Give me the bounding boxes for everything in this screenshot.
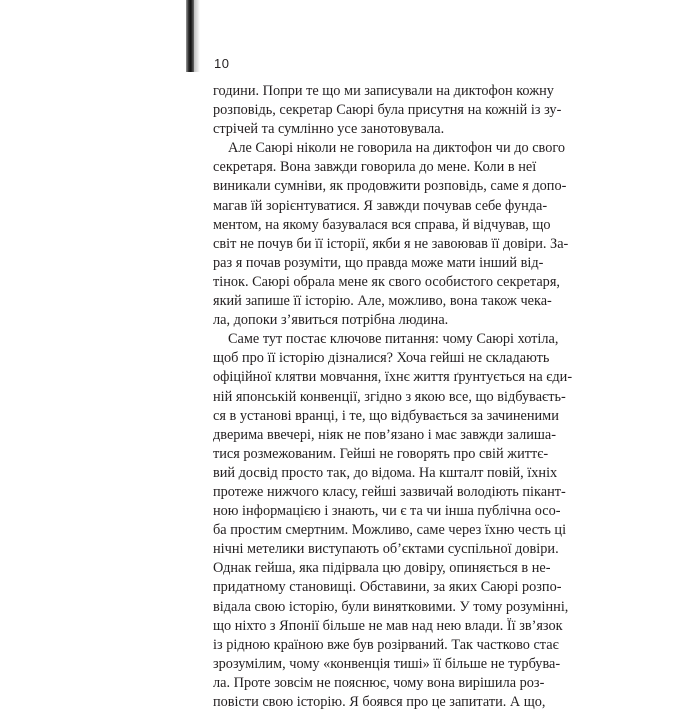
text-line: ла. Проте зовсім не пояснює, чому вона вирішила роз- xyxy=(213,674,545,691)
text-line: раз я почав розуміти, що правда може мати інший від- xyxy=(213,254,544,271)
text-line: виникали сумніви, як продовжити розповідь, саме я допо- xyxy=(213,178,567,195)
text-line: ла, допоки з’явиться потрібна людина. xyxy=(213,312,449,329)
text-line: який запише її історію. Але, можливо, вона також чека- xyxy=(213,293,552,310)
text-line: протеже нижчого класу, гейші зазвичай володіють пікант- xyxy=(213,483,566,500)
text-line: магав їй зорієнтуватися. Я завжди почував себе фунда- xyxy=(213,197,548,214)
body-text xyxy=(213,82,573,712)
text-line: ся в установі вранці, і те, що відбувається за зачиненими xyxy=(213,407,559,424)
text-line: придатному становищі. Обставини, за яких Саюрі розпо- xyxy=(213,579,562,596)
text-line: стрічей та сумлінно усе занотовувала. xyxy=(213,121,445,138)
page-number: 10 xyxy=(214,56,230,71)
text-line: зрозумілим, чому «конвенція тиші» її більше не турбува- xyxy=(213,655,561,672)
text-line: Але Саюрі ніколи не говорила на диктофон чи до свого xyxy=(228,140,565,157)
text-line: дверима ввечері, ніяк не пов’язано і має завжди залиша- xyxy=(213,426,556,443)
text-line: Однак гейша, яка підірвала цю довіру, опиняється в не- xyxy=(213,560,551,577)
text-line: тінок. Саюрі обрала мене як свого особистого секретаря, xyxy=(213,273,560,290)
text-line: світ не почув би її історії, якби я не завоював її довіри. За- xyxy=(213,235,569,252)
text-line: ній японській конвенції, згідно з якою все, що відбуваєть- xyxy=(213,388,566,405)
text-line: секретаря. Вона завжди говорила до мене. Коли в неї xyxy=(213,159,537,176)
text-line: щоб про її історію дізналися? Хоча гейші не складають xyxy=(213,350,550,367)
text-line: ментом, на якому базувалася вся справа, й відчував, що xyxy=(213,216,551,233)
text-line: офіційної клятви мовчання, їхнє життя ґрунтується на єди- xyxy=(213,369,573,386)
book-spine-shadow xyxy=(186,0,194,72)
text-line: Саме тут постає ключове питання: чому Саюрі хотіла, xyxy=(228,331,559,348)
text-line: години. Попри те що ми записували на диктофон кожну xyxy=(213,83,554,99)
text-line: ба простим смертним. Можливо, саме через їхню честь ці xyxy=(213,522,567,539)
text-line: розповідь, секретар Саюрі була присутня на кожній із зу- xyxy=(213,102,562,119)
text-line: відала свою історію, були винятковими. У тому розумінні, xyxy=(213,598,569,615)
text-line: що ніхто з Японії більше не мав над нею влади. Її зв’язок xyxy=(213,617,563,634)
text-line: ною інформацією і знають, чи є та чи інша публічна осо- xyxy=(213,503,561,520)
text-line: нічні метелики виступають об’єктами суспільної довіри. xyxy=(213,541,559,558)
text-line: із рідною країною вже був розірваний. Так частково стає xyxy=(213,636,559,653)
text-line: повісти свою історію. Я боявся про це запитати. А що, xyxy=(213,694,546,710)
text-line: вий досвід просто так, до відома. На кшталт повій, їхніх xyxy=(213,464,558,481)
text-line: тися розмежованим. Гейші не говорять про свій життє- xyxy=(213,445,549,462)
